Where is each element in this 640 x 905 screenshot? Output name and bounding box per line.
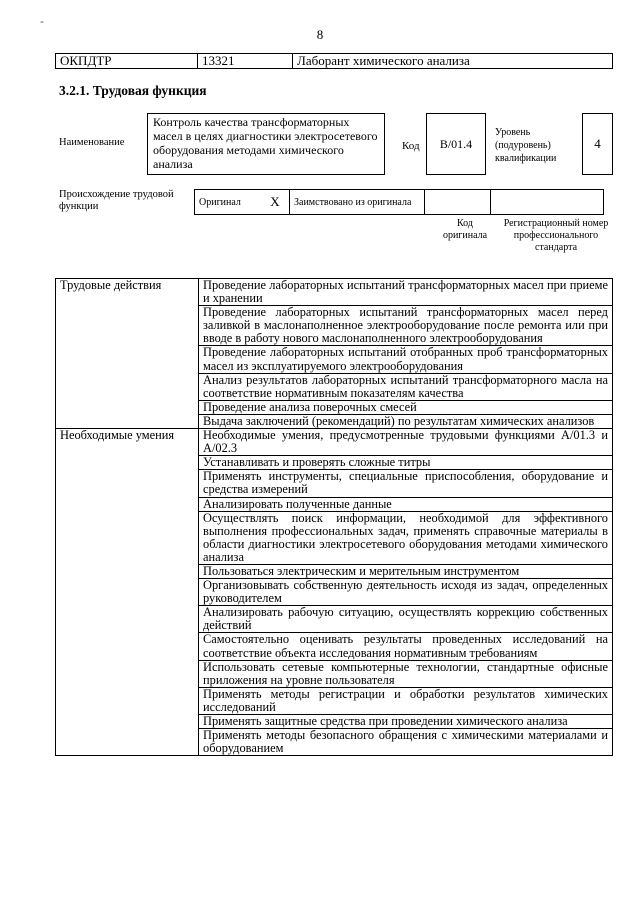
reg-number-caption: Регистрационный номер профессионального стандарта xyxy=(503,218,609,253)
origin-table xyxy=(194,189,604,215)
section-item: Анализировать полученные данные xyxy=(199,497,613,511)
name-label: Наименование xyxy=(59,137,125,148)
section-item: Проведение анализа поверочных смесей xyxy=(199,400,613,414)
code-label: Код xyxy=(402,140,420,152)
table-row xyxy=(56,429,613,456)
section-item: Применять методы регистрации и обработки результатов химических исследований xyxy=(199,687,613,714)
qualification-level: 4 xyxy=(582,113,613,175)
section-item: Применять методы безопасного обращения с химическими материалами и оборудованием xyxy=(199,729,613,756)
section-title: Трудовые действия xyxy=(56,279,199,429)
okpdtr-table xyxy=(55,53,613,69)
section-item: Выдача заключений (рекомендаций) по результатам химических анализов xyxy=(199,414,613,428)
section-item: Проведение лабораторных испытаний отобранных проб трансформаторных масел из эксплуатируемого электрооборудования xyxy=(199,346,613,373)
section-item: Осуществлять поиск информации, необходимой для эффективного выполнения профессиональных задач, применять справочные материалы в области диагностики электросетевого оборудования методами химического анализа xyxy=(199,511,613,564)
section-item: Проведение лабораторных испытаний трансформаторных масел перед заливкой в маслонаполненное электрооборудование после ремонта или при вводе в работу нового маслонаполненного электрооборудования xyxy=(199,306,613,346)
corner-mark: - xyxy=(40,14,44,28)
borrowed-label: Заимствовано из оригинала xyxy=(290,190,425,215)
section-item: Организовывать собственную деятельность исходя из задач, определенных руководителем xyxy=(199,579,613,606)
section-item: Применять защитные средства при проведении химического анализа xyxy=(199,715,613,729)
table-row xyxy=(56,279,613,306)
section-item: Проведение лабораторных испытаний трансформаторных масел при приеме и хранении xyxy=(199,279,613,306)
original-label: Оригинал xyxy=(195,190,262,215)
section-item: Анализировать рабочую ситуацию, осуществлять коррекцию собственных действий xyxy=(199,606,613,633)
page-number: 8 xyxy=(316,27,324,42)
reg-number-cell xyxy=(491,190,604,215)
function-name: Контроль качества трансформаторных масел в целях диагностики электросетевого оборудования методами химического анализа xyxy=(147,113,385,175)
function-code: В/01.4 xyxy=(426,113,486,175)
origin-label: Происхождение трудовой функции xyxy=(59,189,174,212)
section-item: Анализ результатов лабораторных испытаний трансформаторного масла на соответствие нормативным показателям качества xyxy=(199,373,613,400)
section-item: Самостоятельно оценивать результаты проведенных исследований на соответствие объекта исследования нормативным требованиям xyxy=(199,633,613,660)
section-item: Пользоваться электрическим и мерительным инструментом xyxy=(199,564,613,578)
section-item: Необходимые умения, предусмотренные трудовыми функциями А/01.3 и А/02.3 xyxy=(199,429,613,456)
function-table xyxy=(55,278,613,756)
section-item: Устанавливать и проверять сложные титры xyxy=(199,456,613,470)
original-mark: X xyxy=(261,190,290,215)
original-code-caption: Код оригинала xyxy=(442,218,488,241)
section-item: Использовать сетевые компьютерные технологии, стандартные офисные приложения на уровне пользователя xyxy=(199,660,613,687)
okpdtr-code: 13321 xyxy=(198,54,293,69)
okpdtr-label: ОКПДТР xyxy=(56,54,198,69)
section-heading: 3.2.1. Трудовая функция xyxy=(59,83,207,98)
level-label: Уровень (подуровень) квалификации xyxy=(495,127,557,164)
section-title: Необходимые умения xyxy=(56,429,199,756)
section-item: Применять инструменты, специальные приспособления, оборудование и средства измерений xyxy=(199,470,613,497)
original-code-cell xyxy=(425,190,491,215)
okpdtr-name: Лаборант химического анализа xyxy=(293,54,613,69)
